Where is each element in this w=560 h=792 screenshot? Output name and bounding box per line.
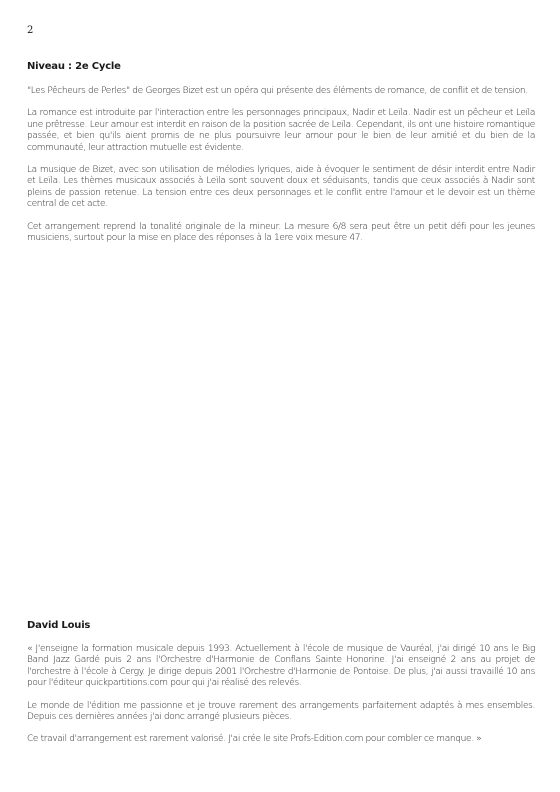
intro-section [27, 86, 535, 255]
intro-paragraph: "Les Pêcheurs de Perles" de Georges Bizet est un opéra qui présente des éléments de romance, de conflit et de tension. [27, 86, 528, 96]
level-heading: Niveau : 2e Cycle [27, 61, 121, 72]
page-number: 2 [27, 25, 34, 36]
intro-paragraph: Cet arrangement reprend la tonalité originale de la mineur. La mesure 6/8 sera peut être un petit défi pour les jeunes musiciens, surtout pour la mise en place des réponses à la 1ere voix mesure 47. [27, 221, 535, 244]
author-heading: David Louis [27, 620, 91, 631]
bio-paragraph: Ce travail d'arrangement est rarement valorisé. J'ai crée le site Profs-Edition.com pour combler ce manque. » [27, 734, 482, 745]
intro-paragraph: La musique de Bizet, avec son utilisation de mélodies lyriques, aide à évoquer le sentiment de désir interdit entre Nadir et Leïla. Les thèmes musicaux associés à Leïla sont souvent doux et séduisants, tandis que ceux associés à Nadir sont pleins de passion retenue. La tension entre ces deux personnages et le conflit entre l'amour et le devoir est un thème central de cet acte. [27, 165, 535, 210]
bio-paragraph: Le monde de l'édition me passionne et je trouve rarement des arrangements parfaitement adaptés à mes ensembles. Depuis ces dernières années j'ai donc arrangé plusieurs pièces. [27, 700, 535, 723]
author-bio-section [27, 644, 535, 757]
bio-paragraph: « J'enseigne la formation musicale depuis 1993. Actuellement à l'école de musique de Vauréal, j'ai dirigé 10 ans le Big Band Jazz Gardé puis 2 ans l'Orchestre d'Harmonie de Conflans Sainte Honorine. J'ai enseigné 2 ans au projet de l'orchestre à l'école à Cergy. Je dirige depuis 2001 l'Orchestre d'Harmonie de Pontoise. De plus, j'ai aussi travaillé 10 ans pour l'éditeur quickpartitions.com pour qui j'ai réalisé des relevés. [27, 644, 535, 689]
intro-paragraph: La romance est introduite par l'interaction entre les personnages principaux, Nadir et Leïla. Nadir est un pêcheur et Leïla une prêtresse. Leur amour est interdit en raison de la position sacrée de Leïla. Cependant, ils ont une histoire romantique passée, et bien qu'ils aient promis de ne plus poursuivre leur amour pour le bien de leur amitié et du bien de la communauté, leur attraction mutuelle est évidente. [27, 108, 535, 153]
